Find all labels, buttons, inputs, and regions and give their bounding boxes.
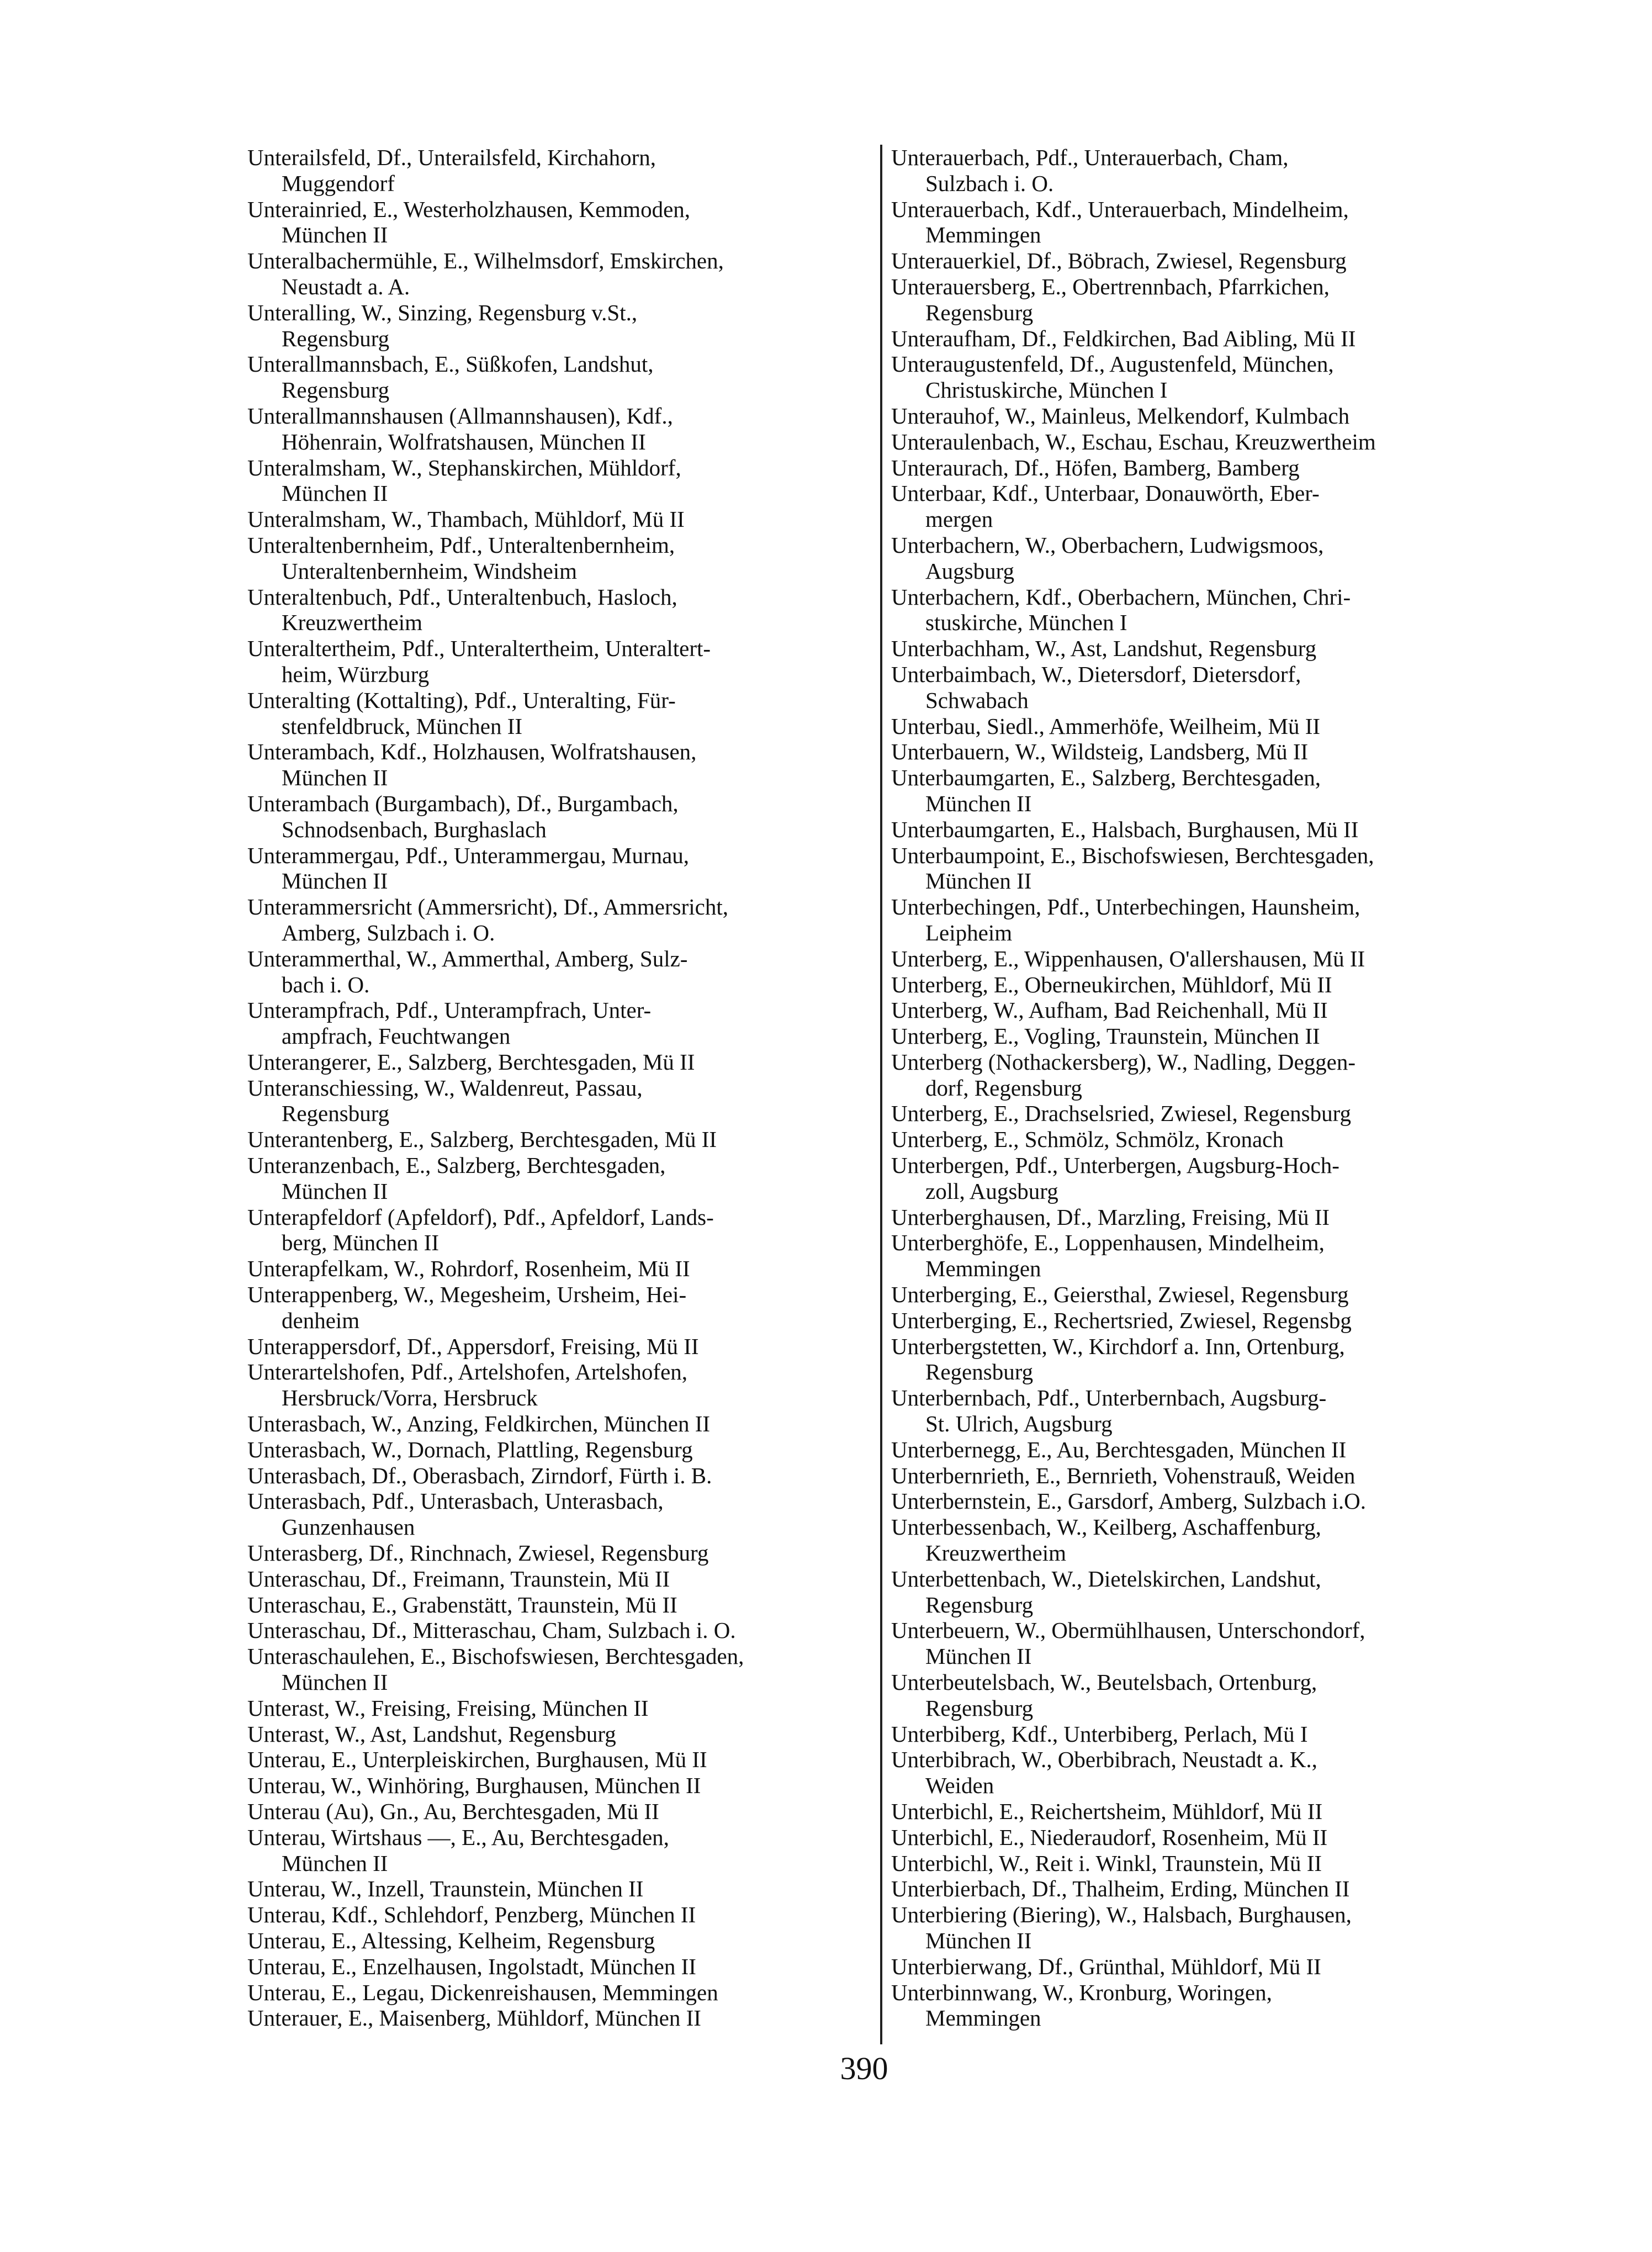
entry-continuation-line: Regensburg [282, 325, 390, 351]
entry-line: Unterbibrach, W., Oberbibrach, Neustadt a. K., [891, 1747, 1317, 1773]
column-divider [880, 145, 882, 2044]
entry-line: Unteraschau, E., Grabenstätt, Traunstein, Mü II [247, 1592, 677, 1617]
entry-line: Unterapfelkam, W., Rohrdorf, Rosenheim, Mü II [247, 1256, 690, 1282]
gazetteer-entry [891, 894, 1515, 946]
gazetteer-entry [891, 403, 1515, 429]
entry-continuation-line: Hersbruck/Vorra, Hersbruck [282, 1385, 538, 1411]
gazetteer-entry [891, 480, 1515, 532]
entry-line: Unterappenberg, W., Megesheim, Ursheim, Hei- [247, 1282, 687, 1308]
gazetteer-entry [247, 506, 871, 532]
entry-line: Unterallmannsbach, E., Süßkofen, Landshut, [247, 351, 654, 377]
entry-continuation-line: heim, Würzburg [282, 661, 430, 687]
entry-continuation-line: München II [925, 1643, 1032, 1669]
entry-line: Unterappersdorf, Df., Appersdorf, Freising, Mü II [247, 1333, 699, 1359]
entry-line: Unterau, E., Legau, Dickenreishausen, Memmingen [247, 1979, 718, 2005]
gazetteer-entry [891, 1954, 1515, 1980]
gazetteer-entry [891, 1669, 1515, 1721]
gazetteer-entry [891, 1230, 1515, 1282]
entry-line: Unterast, W., Ast, Landshut, Regensburg [247, 1721, 616, 1747]
entry-line: Unterbichl, W., Reit i. Winkl, Traunstein, Mü II [891, 1850, 1322, 1876]
gazetteer-entry [891, 1101, 1515, 1127]
entry-line: Unterberg (Nothackersberg), W., Nadling, Deggen- [891, 1049, 1356, 1075]
entry-line: Unterbaumgarten, E., Salzberg, Berchtesgaden, [891, 765, 1321, 791]
gazetteer-entry [891, 197, 1515, 249]
entry-continuation-line: Muggendorf [282, 170, 395, 196]
entry-line: Unterbiering (Biering), W., Halsbach, Burghausen, [891, 1902, 1352, 1928]
entry-line: Unterberg, E., Schmölz, Schmölz, Kronach [891, 1127, 1284, 1153]
entry-line: Unterau, W., Inzell, Traunstein, München II [247, 1876, 644, 1902]
gazetteer-entry [247, 584, 871, 636]
entry-continuation-line: Schnodsenbach, Burghaslach [282, 816, 547, 842]
entry-line: Unterammersricht (Ammersricht), Df., Ammersricht, [247, 894, 728, 920]
gazetteer-entry [247, 997, 871, 1049]
gazetteer-entry [247, 1592, 871, 1618]
entry-continuation-line: Unteraltenbernheim, Windsheim [282, 558, 578, 584]
gazetteer-entry [891, 1282, 1515, 1308]
entry-continuation-line: Memmingen [925, 222, 1041, 248]
entry-continuation-line: München II [282, 1178, 388, 1204]
entry-continuation-line: Kreuzwertheim [925, 1540, 1066, 1566]
gazetteer-entry [891, 1980, 1515, 2032]
gazetteer-entry [247, 1799, 871, 1825]
entry-line: Unterauerkiel, Df., Böbrach, Zwiesel, Regensburg [891, 248, 1347, 274]
entry-line: Unterapfeldorf (Apfeldorf), Pdf., Apfeldorf, Lands- [247, 1204, 714, 1230]
entry-continuation-line: zoll, Augsburg [925, 1178, 1058, 1204]
entry-continuation-line: Memmingen [925, 2005, 1041, 2031]
entry-line: Unterasbach, W., Dornach, Plattling, Regensburg [247, 1436, 693, 1462]
entry-line: Unterbessenbach, W., Keilberg, Aschaffenburg, [891, 1514, 1321, 1540]
gazetteer-entry [891, 584, 1515, 636]
gazetteer-entry [891, 1617, 1515, 1669]
gazetteer-entry [891, 1721, 1515, 1747]
entry-line: Unterau, E., Unterpleiskirchen, Burghausen, Mü II [247, 1747, 707, 1773]
gazetteer-entry [891, 1334, 1515, 1386]
gazetteer-entry [247, 739, 871, 791]
gazetteer-entry [247, 300, 871, 352]
entry-continuation-line: Regensburg [282, 1101, 390, 1127]
entry-continuation-line: Kreuzwertheim [282, 610, 422, 636]
gazetteer-entry [891, 532, 1515, 584]
gazetteer-entry [247, 946, 871, 998]
entry-line: Unterbiberg, Kdf., Unterbiberg, Perlach, Mü I [891, 1721, 1308, 1747]
entry-continuation-line: Regensburg [925, 299, 1034, 325]
entry-line: Unterasbach, Pdf., Unterasbach, Unterasbach, [247, 1488, 664, 1514]
entry-continuation-line: München II [282, 1669, 388, 1695]
gazetteer-entry [247, 1617, 871, 1643]
gazetteer-entry [891, 1747, 1515, 1799]
gazetteer-entry [247, 455, 871, 507]
entry-line: Unterbergen, Pdf., Unterbergen, Augsburg-Hoch- [891, 1153, 1339, 1178]
left-column [247, 145, 871, 2031]
entry-line: Unteraltenbuch, Pdf., Unteraltenbuch, Hasloch, [247, 584, 677, 610]
gazetteer-entry [247, 1876, 871, 1902]
gazetteer-entry [891, 1385, 1515, 1437]
gazetteer-entry [247, 197, 871, 249]
entry-line: Unteraschau, Df., Mitteraschau, Cham, Sulzbach i. O. [247, 1617, 736, 1643]
entry-line: Unterberghöfe, E., Loppenhausen, Mindelheim, [891, 1230, 1325, 1256]
entry-continuation-line: München II [282, 222, 388, 248]
gazetteer-entry [247, 248, 871, 300]
entry-line: Unterbichl, E., Reichertsheim, Mühldorf, Mü II [891, 1799, 1323, 1824]
entry-continuation-line: St. Ulrich, Augsburg [925, 1411, 1113, 1437]
entry-line: Unterberg, E., Oberneukirchen, Mühldorf, Mü II [891, 971, 1332, 997]
entry-continuation-line: Memmingen [925, 1256, 1041, 1282]
entry-continuation-line: denheim [282, 1307, 360, 1333]
gazetteer-entry [891, 843, 1515, 895]
entry-line: Unteralting (Kottalting), Pdf., Unteralting, Für- [247, 687, 676, 713]
gazetteer-entry [891, 1566, 1515, 1618]
entry-continuation-line: Leipheim [925, 919, 1013, 945]
entry-line: Unterasbach, W., Anzing, Feldkirchen, München II [247, 1411, 711, 1437]
gazetteer-entry [891, 765, 1515, 817]
gazetteer-entry [891, 145, 1515, 197]
gazetteer-entry [247, 1127, 871, 1153]
gazetteer-entry [247, 1256, 871, 1282]
gazetteer-entry [247, 1359, 871, 1411]
entry-continuation-line: stuskirche, München I [925, 610, 1127, 636]
entry-line: Unteraulenbach, W., Eschau, Eschau, Kreuzwertheim [891, 429, 1376, 454]
entry-line: Unterberging, E., Geiersthal, Zwiesel, Regensburg [891, 1282, 1349, 1308]
entry-continuation-line: München II [925, 868, 1032, 894]
gazetteer-entry [891, 1488, 1515, 1514]
gazetteer-entry [247, 688, 871, 739]
entry-line: Unterau, Wirtshaus —, E., Au, Berchtesgaden, [247, 1824, 669, 1850]
gazetteer-entry [247, 1721, 871, 1747]
entry-line: Unterauhof, W., Mainleus, Melkendorf, Kulmbach [891, 403, 1350, 429]
entry-line: Unterartelshofen, Pdf., Artelshofen, Artelshofen, [247, 1359, 688, 1385]
gazetteer-entry [891, 1902, 1515, 1954]
gazetteer-entry [891, 662, 1515, 713]
gazetteer-entry [891, 248, 1515, 274]
gazetteer-entry [247, 1075, 871, 1127]
entry-continuation-line: Christuskirche, München I [925, 377, 1168, 403]
gazetteer-entry [247, 532, 871, 584]
gazetteer-entry [247, 1643, 871, 1695]
entry-continuation-line: München II [282, 765, 388, 791]
entry-line: Unteraschaulehen, E., Bischofswiesen, Berchtesgaden, [247, 1643, 744, 1669]
gazetteer-entry [891, 1799, 1515, 1825]
entry-line: Unteralmsham, W., Stephanskirchen, Mühldorf, [247, 454, 681, 480]
entry-continuation-line: München II [282, 1850, 388, 1876]
entry-line: Unterammergau, Pdf., Unterammergau, Murnau, [247, 842, 690, 868]
entry-line: Unterauerbach, Pdf., Unterauerbach, Cham, [891, 145, 1289, 170]
gazetteer-entry [891, 1876, 1515, 1902]
entry-continuation-line: Regensburg [282, 377, 390, 403]
entry-line: Unterbechingen, Pdf., Unterbechingen, Haunsheim, [891, 894, 1360, 920]
entry-line: Unterauerbach, Kdf., Unterauerbach, Mindelheim, [891, 196, 1349, 222]
entry-line: Unterau, E., Enzelhausen, Ingolstadt, München II [247, 1953, 696, 1979]
entry-continuation-line: Weiden [925, 1773, 994, 1799]
entry-line: Unterbergstetten, W., Kirchdorf a. Inn, Ortenburg, [891, 1333, 1345, 1359]
gazetteer-entry [247, 636, 871, 688]
entry-line: Unteranzenbach, E., Salzberg, Berchtesgaden, [247, 1153, 666, 1178]
entry-line: Unteraufham, Df., Feldkirchen, Bad Aibling, Mü II [891, 325, 1356, 351]
entry-line: Unteranschiessing, W., Waldenreut, Passau, [247, 1075, 643, 1101]
entry-line: Unterainried, E., Westerholzhausen, Kemmoden, [247, 196, 691, 222]
gazetteer-entry [891, 1023, 1515, 1049]
gazetteer-entry [247, 1825, 871, 1876]
gazetteer-entry [247, 1153, 871, 1204]
entry-line: Unteraltertheim, Pdf., Unteraltertheim, Unteraltert- [247, 636, 711, 662]
gazetteer-entry [891, 1127, 1515, 1153]
entry-line: Unterast, W., Freising, Freising, München II [247, 1695, 649, 1721]
entry-line: Unterambach, Kdf., Holzhausen, Wolfratshausen, [247, 739, 697, 765]
entry-line: Unteraurach, Df., Höfen, Bamberg, Bamberg [891, 454, 1300, 480]
entry-continuation-line: mergen [925, 506, 993, 532]
entry-continuation-line: Sulzbach i. O. [925, 170, 1054, 196]
gazetteer-entry [891, 636, 1515, 662]
gazetteer-entry [247, 403, 871, 455]
entry-continuation-line: ampfrach, Feuchtwangen [282, 1023, 511, 1049]
gazetteer-entry [891, 1204, 1515, 1230]
entry-line: Unterberging, E., Rechertsried, Zwiesel, Regensbg [891, 1307, 1352, 1333]
entry-continuation-line: Regensburg [925, 1592, 1034, 1617]
gazetteer-entry [247, 1902, 871, 1928]
gazetteer-entry [247, 1049, 871, 1075]
page-number: 390 [840, 2050, 888, 2086]
entry-line: Unterberghausen, Df., Marzling, Freising, Mü II [891, 1204, 1330, 1230]
gazetteer-entry [247, 351, 871, 403]
entry-line: Unterau, W., Winhöring, Burghausen, München II [247, 1773, 701, 1799]
gazetteer-entry [891, 1463, 1515, 1489]
gazetteer-entry [891, 739, 1515, 765]
entry-line: Unterbichl, E., Niederaudorf, Rosenheim, Mü II [891, 1824, 1328, 1850]
entry-line: Unterailsfeld, Df., Unterailsfeld, Kirchahorn, [247, 145, 656, 170]
gazetteer-entry [891, 1437, 1515, 1463]
gazetteer-entry [891, 972, 1515, 998]
gazetteer-entry [247, 1282, 871, 1334]
gazetteer-entry [247, 1411, 871, 1437]
gazetteer-entry [891, 997, 1515, 1023]
gazetteer-entry [247, 1773, 871, 1799]
entry-line: Unterangerer, E., Salzberg, Berchtesgaden, Mü II [247, 1049, 695, 1075]
gazetteer-entry [247, 1980, 871, 2006]
entry-line: Unterbeuern, W., Obermühlhausen, Unterschondorf, [891, 1617, 1365, 1643]
entry-continuation-line: München II [282, 868, 388, 894]
entry-line: Unterauer, E., Maisenberg, Mühldorf, München II [247, 2005, 701, 2031]
gazetteer-entry [891, 1825, 1515, 1851]
entry-line: Unteralbachermühle, E., Wilhelmsdorf, Emskirchen, [247, 248, 724, 274]
entry-line: Unterberg, W., Aufham, Bad Reichenhall, Mü II [891, 997, 1328, 1023]
gazetteer-entry [247, 1437, 871, 1463]
entry-continuation-line: München II [282, 480, 388, 506]
entry-line: Unterbaar, Kdf., Unterbaar, Donauwörth, Eber- [891, 480, 1320, 506]
entry-continuation-line: bach i. O. [282, 971, 370, 997]
entry-continuation-line: Neustadt a. A. [282, 273, 410, 299]
entry-line: Unterbernrieth, E., Bernrieth, Vohenstrauß, Weiden [891, 1462, 1356, 1488]
gazetteer-entry [891, 1851, 1515, 1876]
entry-line: Unterbaumpoint, E., Bischofswiesen, Berchtesgaden, [891, 842, 1374, 868]
entry-continuation-line: Regensburg [925, 1359, 1034, 1385]
gazetteer-entry [247, 1566, 871, 1592]
gazetteer-entry [247, 791, 871, 843]
entry-line: Unterberg, E., Vogling, Traunstein, München II [891, 1023, 1320, 1049]
gazetteer-entry [247, 1488, 871, 1540]
gazetteer-entry [891, 817, 1515, 843]
entry-line: Unteralmsham, W., Thambach, Mühldorf, Mü II [247, 506, 685, 532]
entry-line: Unterbachern, W., Oberbachern, Ludwigsmoos, [891, 532, 1324, 558]
entry-line: Unterau (Au), Gn., Au, Berchtesgaden, Mü II [247, 1799, 659, 1824]
gazetteer-entry [891, 1514, 1515, 1566]
entry-continuation-line: Höhenrain, Wolfratshausen, München II [282, 429, 646, 454]
entry-line: Unteraugustenfeld, Df., Augustenfeld, München, [891, 351, 1334, 377]
gazetteer-entry [247, 1334, 871, 1360]
entry-line: Unterau, E., Altessing, Kelheim, Regensburg [247, 1927, 655, 1953]
gazetteer-entry [247, 1463, 871, 1489]
gazetteer-entry [891, 1308, 1515, 1334]
gazetteer-entry [247, 145, 871, 197]
gazetteer-entry [247, 894, 871, 946]
gazetteer-entry [247, 1928, 871, 1954]
gazetteer-entry [891, 713, 1515, 739]
entry-continuation-line: Schwabach [925, 687, 1029, 713]
right-column [891, 145, 1515, 2031]
entry-continuation-line: dorf, Regensburg [925, 1075, 1082, 1101]
entry-line: Unterauersberg, E., Obertrennbach, Pfarrkichen, [891, 273, 1330, 299]
entry-continuation-line: München II [925, 1927, 1032, 1953]
entry-line: Unterbeutelsbach, W., Beutelsbach, Ortenburg, [891, 1669, 1317, 1695]
entry-continuation-line: Regensburg [925, 1695, 1034, 1721]
entry-line: Unterallmannshausen (Allmannshausen), Kdf., [247, 403, 673, 429]
entry-line: Unterberg, E., Wippenhausen, O'allershausen, Mü II [891, 945, 1365, 971]
entry-line: Unterberg, E., Drachselsried, Zwiesel, Regensburg [891, 1101, 1352, 1127]
entry-line: Unterasbach, Df., Oberasbach, Zirndorf, Fürth i. B. [247, 1462, 712, 1488]
entry-line: Unterasberg, Df., Rinchnach, Zwiesel, Regensburg [247, 1540, 709, 1566]
gazetteer-entry [891, 429, 1515, 455]
entry-line: Unterbernegg, E., Au, Berchtesgaden, München II [891, 1436, 1347, 1462]
entry-line: Unteraschau, Df., Freimann, Traunstein, Mü II [247, 1566, 670, 1592]
entry-line: Unteralling, W., Sinzing, Regensburg v.St., [247, 299, 638, 325]
entry-line: Unterantenberg, E., Salzberg, Berchtesgaden, Mü II [247, 1127, 717, 1153]
entry-line: Unterbau, Siedl., Ammerhöfe, Weilheim, Mü II [891, 713, 1321, 739]
entry-line: Unterbaumgarten, E., Halsbach, Burghausen, Mü II [891, 816, 1359, 842]
entry-line: Unterbierbach, Df., Thalheim, Erding, München II [891, 1876, 1350, 1902]
entry-line: Unterambach (Burgambach), Df., Burgambach, [247, 790, 679, 816]
entry-line: Unterbauern, W., Wildsteig, Landsberg, Mü II [891, 739, 1309, 765]
entry-continuation-line: berg, München II [282, 1230, 440, 1256]
entry-continuation-line: Augsburg [925, 558, 1014, 584]
entry-continuation-line: Gunzenhausen [282, 1514, 415, 1540]
entry-line: Unterbachham, W., Ast, Landshut, Regensburg [891, 636, 1317, 662]
entry-line: Unterampfrach, Pdf., Unterampfrach, Unter- [247, 997, 652, 1023]
gazetteer-entry [891, 1049, 1515, 1101]
entry-line: Unterau, Kdf., Schlehdorf, Penzberg, München II [247, 1902, 696, 1928]
gazetteer-entry [247, 2005, 871, 2031]
gazetteer-entry [247, 843, 871, 895]
entry-line: Unterbinnwang, W., Kronburg, Woringen, [891, 1979, 1272, 2005]
entry-line: Unterbierwang, Df., Grünthal, Mühldorf, Mü II [891, 1953, 1321, 1979]
entry-line: Unterbernbach, Pdf., Unterbernbach, Augsburg- [891, 1385, 1327, 1411]
gazetteer-entry [891, 946, 1515, 972]
gazetteer-entry [891, 351, 1515, 403]
gazetteer-entry [891, 455, 1515, 481]
entry-continuation-line: Amberg, Sulzbach i. O. [282, 919, 495, 945]
gazetteer-entry [247, 1954, 871, 1980]
gazetteer-entry [891, 326, 1515, 352]
gazetteer-entry [247, 1747, 871, 1773]
gazetteer-entry [247, 1540, 871, 1566]
gazetteer-entry [891, 1153, 1515, 1204]
gazetteer-entry [891, 274, 1515, 326]
entry-line: Unterbettenbach, W., Dietelskirchen, Landshut, [891, 1566, 1321, 1592]
entry-line: Unteraltenbernheim, Pdf., Unteraltenbernheim, [247, 532, 675, 558]
entry-continuation-line: stenfeldbruck, München II [282, 713, 523, 739]
entry-line: Unterbernstein, E., Garsdorf, Amberg, Sulzbach i.O. [891, 1488, 1367, 1514]
entry-line: Unterbachern, Kdf., Oberbachern, München, Chri- [891, 584, 1351, 610]
entry-continuation-line: München II [925, 790, 1032, 816]
gazetteer-entry [247, 1204, 871, 1256]
entry-line: Unterammerthal, W., Ammerthal, Amberg, Sulz- [247, 945, 688, 971]
entry-line: Unterbaimbach, W., Dietersdorf, Dietersdorf, [891, 661, 1301, 687]
gazetteer-entry [247, 1695, 871, 1721]
